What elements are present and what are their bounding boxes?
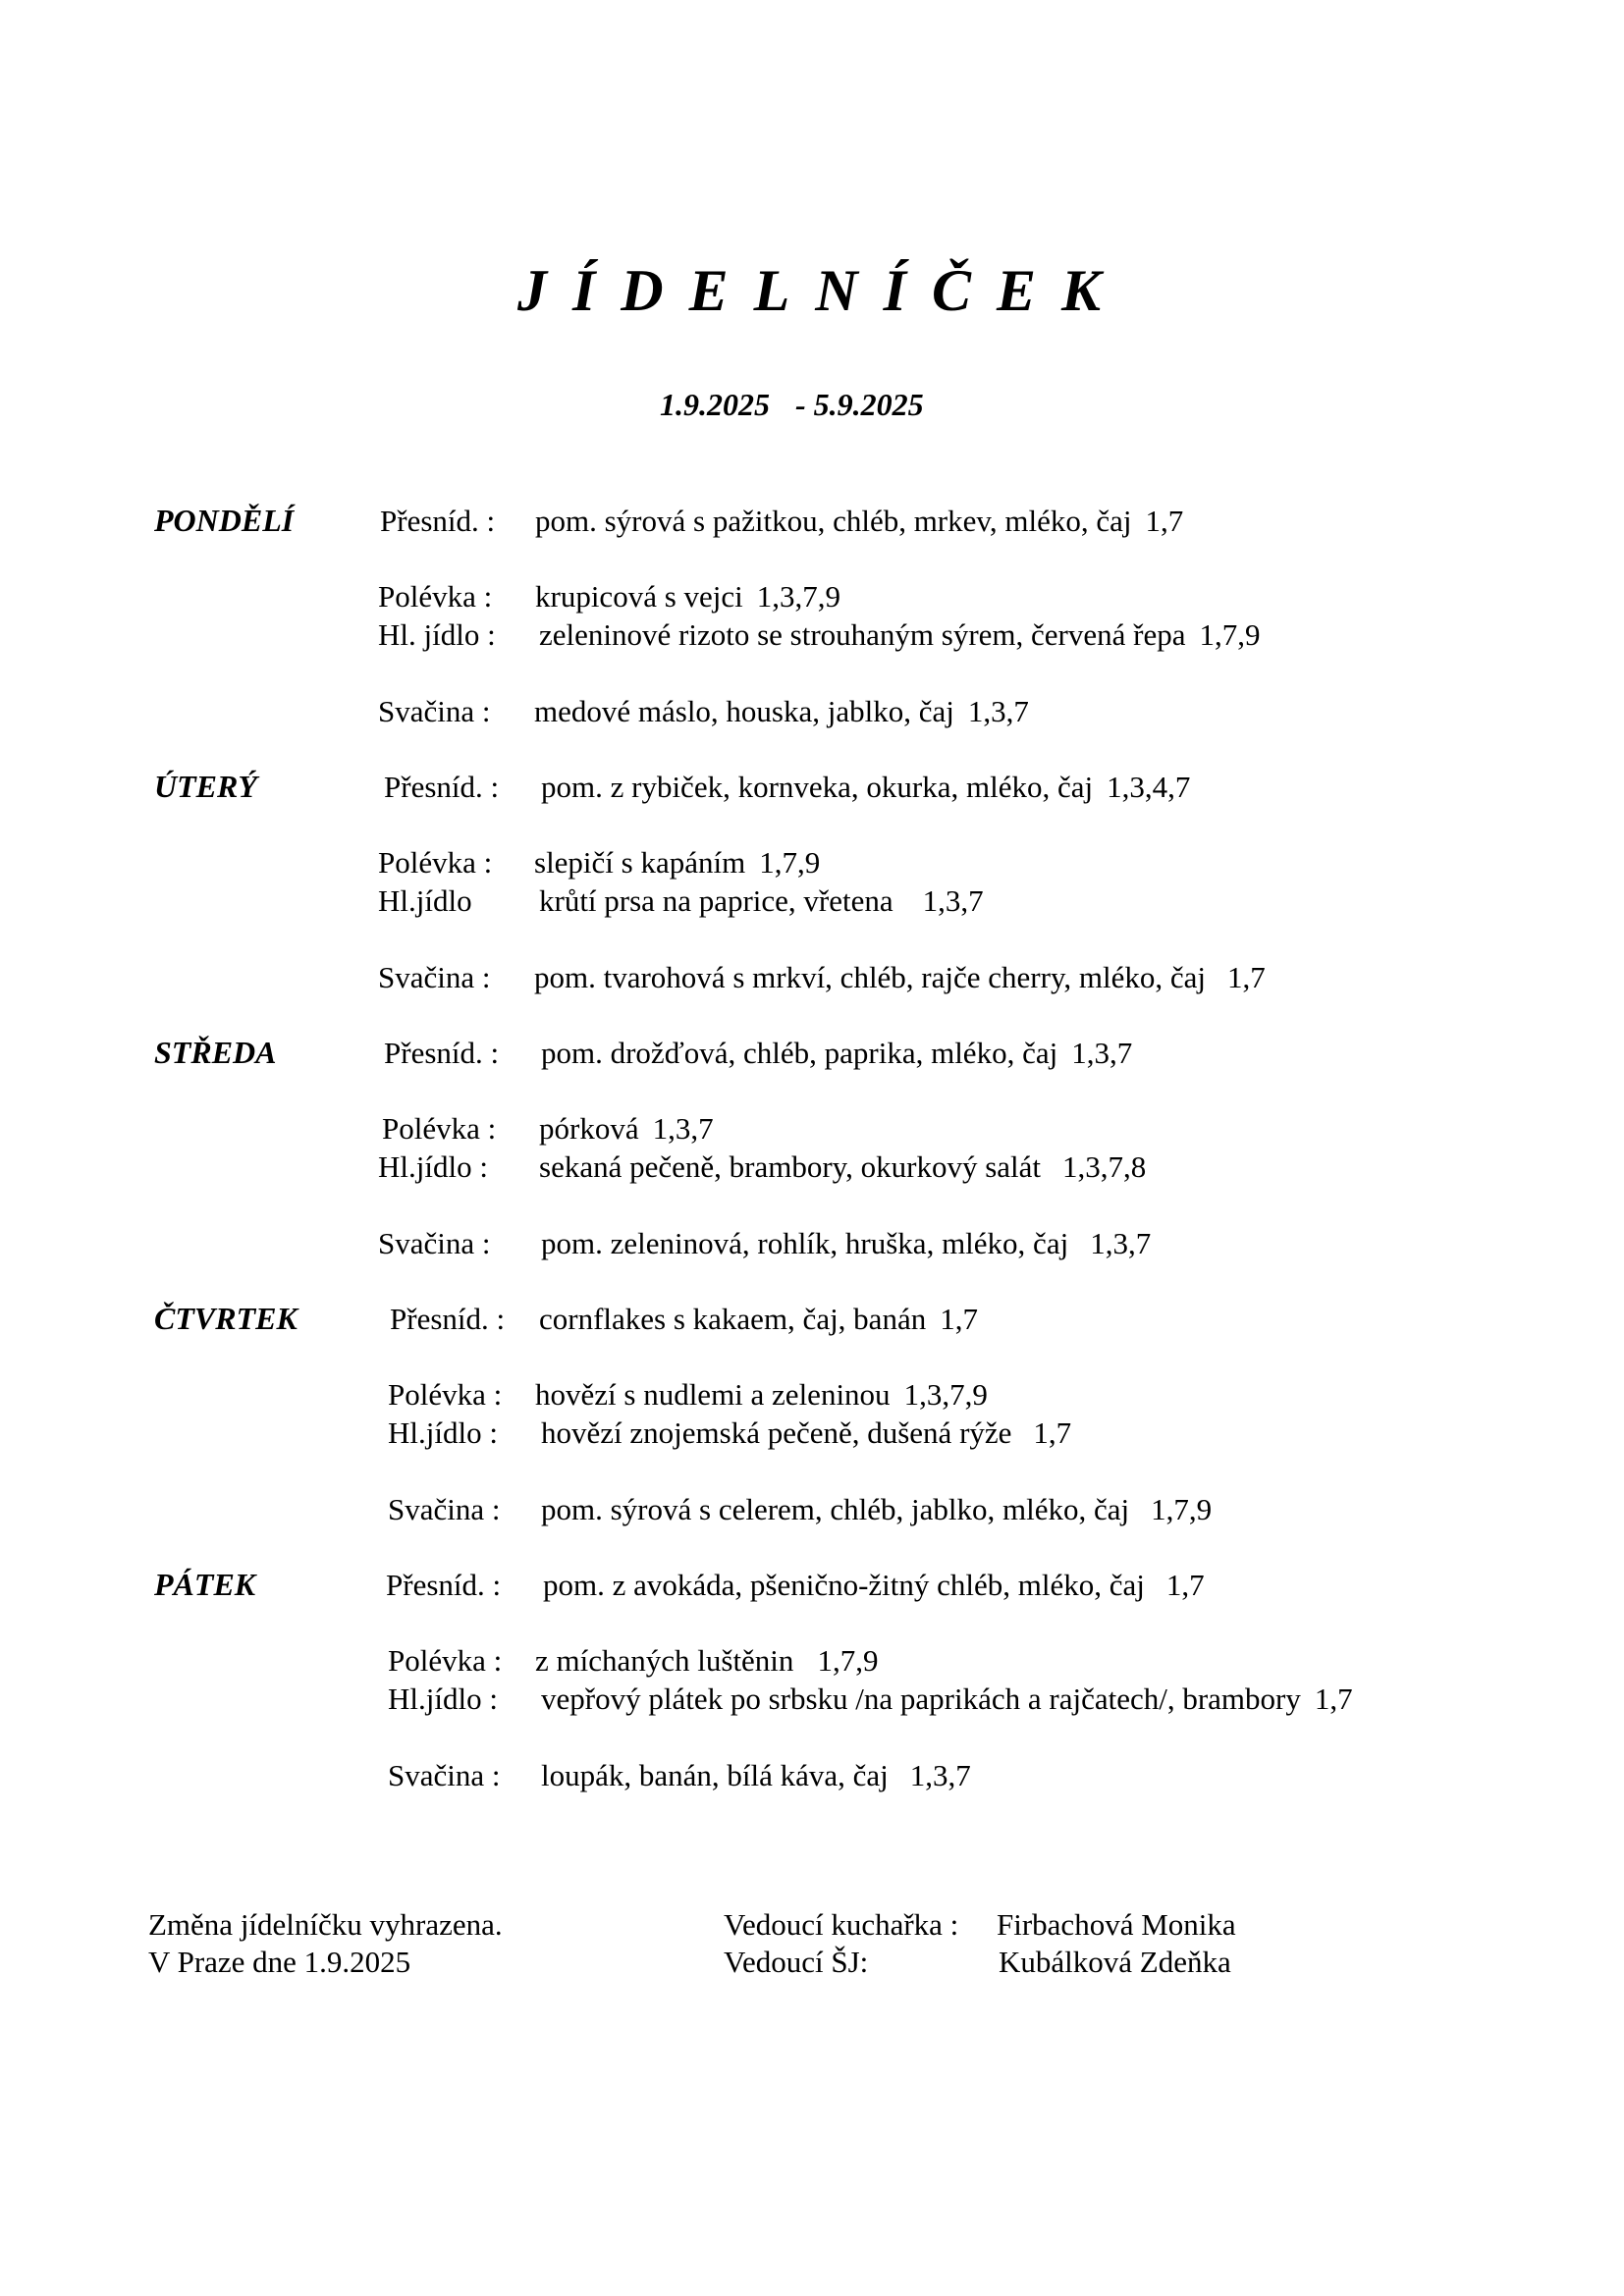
day-name-thursday: ČTVRTEK [154,1301,298,1336]
meal-text: z míchaných luštěnin 1,7,9 [535,1643,879,1678]
allergens: 1,3,7 [967,694,1029,728]
meal-text: slepičí s kapáním 1,7,9 [534,845,821,880]
meal-text: vepřový plátek po srbsku /na paprikách a rajčatech/, brambory 1,7 [541,1682,1353,1716]
meal-label: Polévka : [388,1643,503,1678]
meal-text: krupicová s vejci 1,3,7,9 [535,579,841,614]
day-name-monday: PONDĚLÍ [154,503,295,538]
meal-label: Přesníd. : [380,504,496,538]
allergens: 1,3,7 [909,1758,971,1792]
date-to: - 5.9.2025 [795,387,924,422]
date-from: 1.9.2025 [660,387,770,422]
meal-label: Polévka : [382,1111,497,1146]
allergens: 1,3,7 [922,883,984,918]
meal-label: Hl.jídlo : [388,1682,498,1716]
meal-label: Hl.jídlo [378,883,472,918]
meal-label: Hl.jídlo : [388,1415,498,1450]
head-cook-name: Firbachová Monika [997,1907,1236,1942]
allergens: 1,7,9 [759,845,821,880]
meal-label: Svačina : [388,1758,501,1792]
allergens: 1,3,7,9 [903,1377,988,1412]
allergens: 1,3,7,8 [1062,1149,1147,1184]
meal-label: Svačina : [388,1492,501,1526]
meal-text: pom. sýrová s pažitkou, chléb, mrkev, mléko, čaj 1,7 [535,504,1184,538]
head-cook-label: Vedoucí kuchařka : [724,1907,959,1942]
meal-label: Svačina : [378,960,491,994]
meal-label: Svačina : [378,1226,491,1260]
change-note: Změna jídelníčku vyhrazena. [148,1907,503,1942]
allergens: 1,7 [1314,1682,1353,1716]
meal-text: pom. z avokáda, pšenično-žitný chléb, mléko, čaj 1,7 [543,1568,1205,1602]
day-name-tuesday: ÚTERÝ [154,769,257,804]
meal-text: sekaná pečeně, brambory, okurkový salát 1,3,7,8 [539,1149,1147,1184]
meal-label: Hl.jídlo : [378,1149,488,1184]
allergens: 1,3,7 [1071,1036,1133,1070]
meal-text: pom. zeleninová, rohlík, hruška, mléko, čaj 1,3,7 [541,1226,1152,1260]
meal-label: Polévka : [388,1377,503,1412]
meal-label: Svačina : [378,694,491,728]
meal-label: Hl. jídlo : [378,617,496,652]
meal-text: pom. drožďová, chléb, paprika, mléko, čaj 1,3,7 [541,1036,1133,1070]
meal-text: hovězí znojemská pečeně, dušená rýže 1,7 [541,1415,1072,1450]
allergens: 1,7 [1145,504,1184,538]
canteen-head-name: Kubálková Zdeňka [999,1945,1231,1979]
meal-text: zeleninové rizoto se strouhaným sýrem, červená řepa 1,7,9 [539,617,1261,652]
meal-text: hovězí s nudlemi a zeleninou 1,3,7,9 [535,1377,988,1412]
place-date: V Praze dne 1.9.2025 [148,1945,411,1979]
meal-label: Přesníd. : [386,1568,502,1602]
meal-text: pórková 1,3,7 [539,1111,714,1146]
allergens: 1,3,7,9 [756,579,841,614]
meal-text: krůtí prsa na paprice, vřetena 1,3,7 [539,883,984,918]
meal-text: pom. z rybiček, kornveka, okurka, mléko, čaj 1,3,4,7 [541,770,1191,804]
day-name-friday: PÁTEK [154,1567,256,1602]
meal-label: Přesníd. : [384,770,500,804]
meal-text: pom. tvarohová s mrkví, chléb, rajče cherry, mléko, čaj 1,7 [534,960,1266,994]
date-range [660,387,934,423]
allergens: 1,3,4,7 [1107,770,1191,804]
day-name-wednesday: STŘEDA [154,1035,277,1070]
meal-label: Polévka : [378,579,493,614]
allergens: 1,7,9 [1199,617,1261,652]
allergens: 1,3,7 [652,1111,714,1146]
allergens: 1,7,9 [817,1643,879,1678]
meal-text: pom. sýrová s celerem, chléb, jablko, mléko, čaj 1,7,9 [541,1492,1213,1526]
allergens: 1,7 [1165,1568,1205,1602]
meal-text: loupák, banán, bílá káva, čaj 1,3,7 [541,1758,971,1792]
allergens: 1,3,7 [1090,1226,1152,1260]
allergens: 1,7 [1033,1415,1072,1450]
allergens: 1,7 [940,1302,978,1336]
meal-text: cornflakes s kakaem, čaj, banán 1,7 [539,1302,978,1336]
meal-text: medové máslo, houska, jablko, čaj 1,3,7 [534,694,1029,728]
meal-label: Přesníd. : [390,1302,506,1336]
allergens: 1,7,9 [1151,1492,1213,1526]
meal-label: Přesníd. : [384,1036,500,1070]
allergens: 1,7 [1227,960,1266,994]
page-title: JÍDELNÍČEK [516,258,1127,323]
canteen-head-label: Vedoucí ŠJ: [724,1945,869,1979]
meal-label: Polévka : [378,845,493,880]
